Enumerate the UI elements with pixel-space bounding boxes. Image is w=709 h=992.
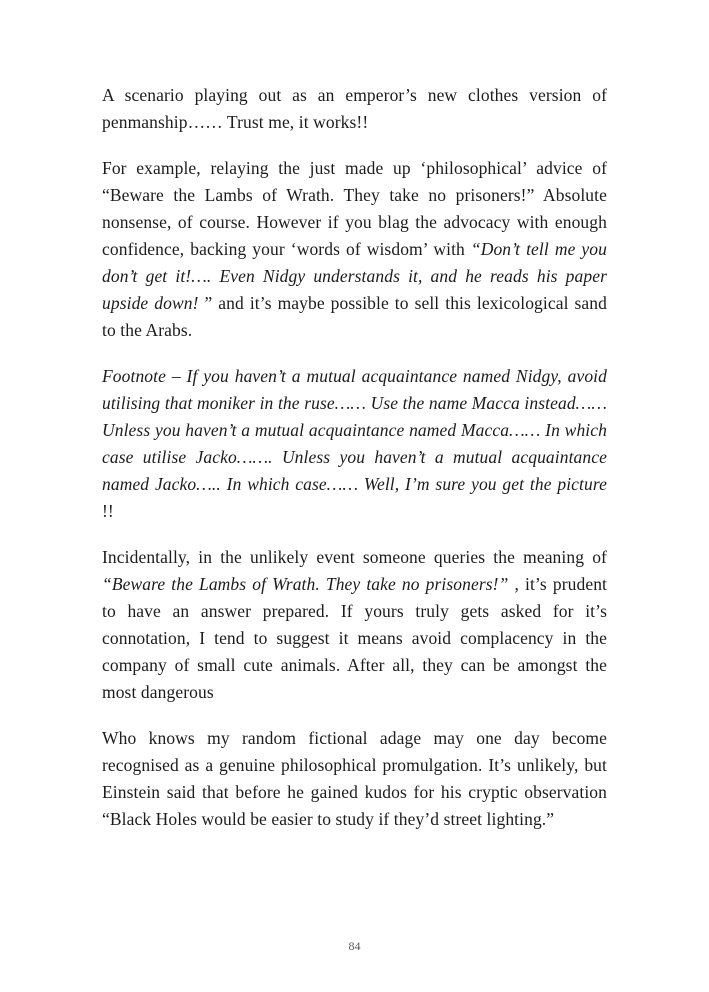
paragraph-who-knows <box>102 725 607 833</box>
text-run: Who knows my random fictional adage may one day become recognised as a genuine philosophical promulgation. It’s unlikely, but Einstein said that before he gained kudos for his cryptic observation “Black Holes would be easier to study if they’d street lighting.” <box>102 728 607 829</box>
paragraph-penmanship <box>102 82 607 136</box>
text-run: For example, relaying the just made up ‘philosophical’ advice of “Beware the Lambs of Wrath. They take no prisoners!” Absolute nonsense, of course. However if you blag the advocacy with enough confidence, backing your ‘words of wisdom’ with <box>102 158 607 259</box>
text-run-italic: “Don’t tell me you don’t get it!…. Even Nidgy understands it, and he reads his paper upside down! <box>102 239 608 313</box>
text-run-italic: Footnote – If you haven’t a mutual acquaintance named Nidgy, avoid utilising that moniker in the ruse…… Use the name Macca instead…… Unless you haven’t a mutual acquaintance named Macca…… In which case utilise Jacko……. Unless you haven’t a mutual acquaintance named Jacko….. In which case…… Well, I’m sure you get the picture <box>102 366 607 494</box>
page-number: 84 <box>348 939 361 953</box>
paragraph-footnote <box>102 363 607 525</box>
text-run: , it’s prudent to have an answer prepared. If yours truly gets asked for it’s connotation, I tend to suggest it means avoid complacency in the company of small cute animals. After all, they can be amongst the most dangerous <box>102 574 608 702</box>
paragraph-incidentally <box>102 544 607 706</box>
text-run: A scenario playing out as an emperor’s new clothes version of penmanship…… Trust me, it works!! <box>102 85 607 132</box>
text-run: ” and it’s maybe possible to sell this lexicological sand to the Arabs. <box>102 293 607 340</box>
text-run: !! <box>102 501 114 521</box>
text-run-italic: “Beware the Lambs of Wrath. They take no prisoners!” <box>102 574 509 594</box>
text-run: Incidentally, in the unlikely event someone queries the meaning of <box>102 547 607 567</box>
page-body <box>102 82 607 852</box>
paragraph-for-example <box>102 155 607 344</box>
